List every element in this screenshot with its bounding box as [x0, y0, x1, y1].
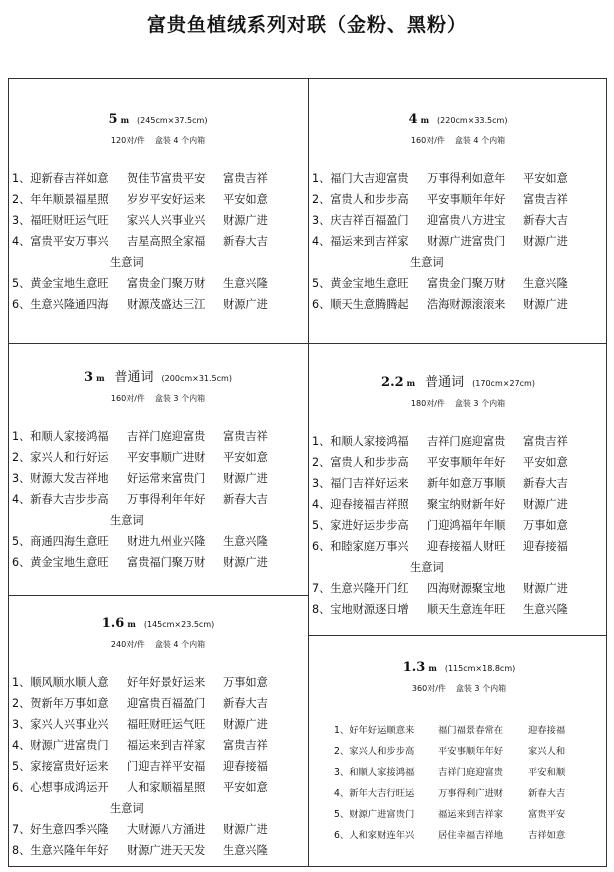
horizontal-scroll: 生意兴隆 — [523, 603, 568, 616]
box-packing: 盒装 4 个内箱 — [154, 640, 206, 649]
upper-line: 5、黄金宝地生意旺 — [12, 277, 109, 290]
upper-line: 8、宝地财源逐日增 — [312, 603, 409, 616]
couplet-line — [310, 210, 606, 231]
upper-line: 6、心想事成鸿运开 — [12, 781, 109, 794]
couplet-line — [10, 531, 306, 552]
horizontal-scroll: 财源广进 — [223, 472, 268, 485]
horizontal-scroll: 财源广进 — [523, 235, 568, 248]
section-label — [10, 798, 306, 819]
upper-line: 5、商通四海生意旺 — [12, 535, 109, 548]
horizontal-scroll: 平安如意 — [223, 193, 268, 206]
size-unit: m — [96, 373, 105, 383]
panel-2-2m — [310, 371, 606, 620]
horizontal-scroll: 财源广进 — [223, 823, 268, 836]
size-value: 4 — [408, 112, 418, 127]
lower-line: 财源茂盛达三江 — [127, 298, 206, 311]
horizontal-scroll: 富贵吉祥 — [223, 172, 268, 185]
pairs-per-case: 180对/件 — [410, 399, 445, 408]
couplet-line — [10, 552, 306, 573]
horizontal-scroll: 财源广进 — [223, 214, 268, 227]
panel-1-6m — [10, 612, 306, 861]
lower-line: 平安事顺年年好 — [438, 746, 504, 757]
couplet-line — [10, 777, 306, 798]
couplet-line — [10, 294, 306, 315]
upper-line: 5、家接富贵好运来 — [12, 760, 109, 773]
section-label-text: 生意词 — [110, 256, 144, 269]
horizontal-scroll: 家兴人和 — [528, 746, 566, 757]
upper-line: 4、新年大吉行旺运 — [334, 788, 415, 799]
horizontal-scroll: 迎春接福 — [523, 540, 568, 553]
horizontal-scroll: 平安如意 — [223, 451, 268, 464]
panel-3m — [10, 366, 306, 573]
couplet-line — [312, 804, 606, 825]
pairs-per-case: 160对/件 — [110, 394, 145, 403]
horizontal-scroll: 迎春接福 — [223, 760, 268, 773]
lower-line: 财源广进富贵门 — [427, 235, 506, 248]
upper-line: 6、生意兴隆通四海 — [12, 298, 109, 311]
panel-heading — [10, 366, 306, 385]
couplet-line — [10, 735, 306, 756]
dimensions: (245cm×37.5cm) — [137, 116, 208, 125]
horizontal-scroll: 平安如意 — [523, 456, 568, 469]
lower-line: 福门福景春常在 — [438, 725, 504, 736]
lower-line: 财进九州业兴隆 — [127, 535, 206, 548]
upper-line: 4、迎春接福吉祥照 — [312, 498, 409, 511]
upper-line: 3、和顺人家接鸿福 — [334, 767, 415, 778]
lower-line: 富贵金门聚万财 — [127, 277, 206, 290]
size-unit: m — [428, 663, 437, 673]
lower-line: 人和家顺福星照 — [127, 781, 206, 794]
pairs-per-case: 240对/件 — [110, 640, 145, 649]
upper-line: 8、生意兴隆年年好 — [12, 844, 109, 857]
couplet-line — [312, 720, 606, 741]
upper-line: 2、富贵人和步步高 — [312, 193, 409, 206]
lower-line: 平安事顺年年好 — [427, 193, 506, 206]
size-value: 1.6 — [101, 616, 125, 631]
upper-line: 4、福运来到吉祥家 — [312, 235, 409, 248]
upper-line: 6、黄金宝地生意旺 — [12, 556, 109, 569]
box-packing: 盒装 3 个内箱 — [454, 399, 506, 408]
couplet-line — [10, 168, 306, 189]
page-title: 富贵鱼植绒系列对联（金粉、黑粉） — [146, 14, 467, 36]
upper-line: 3、福旺财旺运气旺 — [12, 214, 109, 227]
lower-line: 财源广进天天发 — [127, 844, 206, 857]
lower-line: 家兴人兴事业兴 — [127, 214, 206, 227]
pairs-per-case: 360对/件 — [411, 684, 446, 693]
upper-line: 1、和顺人家接鸿福 — [312, 435, 409, 448]
panel-heading — [310, 108, 606, 127]
horizontal-scroll: 富贵吉祥 — [223, 430, 268, 443]
horizontal-scroll: 富贵吉祥 — [523, 435, 568, 448]
upper-line: 6、和睦家庭万事兴 — [312, 540, 409, 553]
couplet-list — [312, 720, 606, 846]
lower-line: 迎春接福人财旺 — [427, 540, 506, 553]
couplet-line — [310, 168, 606, 189]
horizontal-scroll: 财源广进 — [523, 582, 568, 595]
lower-line: 居住幸福吉祥地 — [438, 830, 504, 841]
couplet-list — [10, 168, 306, 315]
upper-line: 4、富贵平安万事兴 — [12, 235, 109, 248]
lower-line: 福运来到吉祥家 — [438, 809, 504, 820]
section-label-text: 生意词 — [410, 256, 444, 269]
upper-line: 1、福门大吉迎富贵 — [312, 172, 409, 185]
packing-info — [10, 639, 306, 650]
horizontal-scroll: 财源广进 — [223, 556, 268, 569]
dimensions: (145cm×23.5cm) — [143, 620, 215, 629]
section-label — [10, 252, 306, 273]
couplet-line — [10, 273, 306, 294]
size-unit: m — [420, 115, 430, 125]
size-value: 5 — [108, 112, 118, 127]
pairs-per-case: 160对/件 — [410, 136, 445, 145]
dimensions: (170cm×27cm) — [472, 379, 535, 388]
section-label-text: 生意词 — [110, 514, 144, 527]
upper-line: 2、年年顺景福星照 — [12, 193, 109, 206]
couplet-list — [310, 431, 606, 620]
lower-line: 万事得利年年好 — [127, 493, 206, 506]
horizontal-scroll: 财源广进 — [523, 498, 568, 511]
horizontal-scroll: 生意兴隆 — [223, 277, 268, 290]
couplet-line — [310, 473, 606, 494]
horizontal-scroll: 平安和顺 — [528, 767, 566, 778]
couplet-line — [310, 536, 606, 557]
lower-line: 万事得利如意年 — [427, 172, 506, 185]
horizontal-scroll: 新春大吉 — [223, 697, 268, 710]
lower-line: 顺天生意连年旺 — [427, 603, 506, 616]
row-divider — [8, 343, 607, 344]
upper-line: 5、家进好运步步高 — [312, 519, 409, 532]
couplet-line — [10, 714, 306, 735]
packing-info — [312, 683, 606, 694]
lower-line: 新年如意万事顺 — [427, 477, 506, 490]
pairs-per-case: 120对/件 — [110, 136, 145, 145]
horizontal-scroll: 财源广进 — [223, 298, 268, 311]
couplet-line — [310, 294, 606, 315]
lower-line: 富贵福门聚万财 — [127, 556, 206, 569]
lower-line: 吉祥门庭迎富贵 — [427, 435, 506, 448]
horizontal-scroll: 新春大吉 — [223, 235, 268, 248]
packing-info — [310, 398, 606, 409]
lower-line: 迎富贵百福盈门 — [127, 697, 206, 710]
panel-5m — [10, 108, 306, 315]
lower-line: 大财源八方涌进 — [127, 823, 206, 836]
lower-line: 岁岁平安好运来 — [127, 193, 206, 206]
upper-line: 3、家兴人兴事业兴 — [12, 718, 109, 731]
upper-line: 6、人和家财连年兴 — [334, 830, 415, 841]
upper-line: 1、好年好运顺意来 — [334, 725, 415, 736]
couplet-line — [10, 231, 306, 252]
section-label — [310, 557, 606, 578]
couplet-line — [310, 599, 606, 620]
couplet-line — [312, 762, 606, 783]
horizontal-scroll: 新春大吉 — [523, 214, 568, 227]
size-value: 3 — [84, 370, 94, 385]
upper-line: 5、黄金宝地生意旺 — [312, 277, 409, 290]
lower-line: 门迎吉祥平安福 — [127, 760, 206, 773]
upper-line: 2、家兴人和步步高 — [334, 746, 415, 757]
panel-heading — [310, 371, 606, 390]
section-label-text: 生意词 — [110, 802, 144, 815]
size-value: 2.2 — [381, 375, 404, 390]
couplet-line — [10, 489, 306, 510]
horizontal-scroll: 迎春接福 — [528, 725, 566, 736]
packing-info — [10, 135, 306, 146]
horizontal-scroll: 万事如意 — [223, 676, 268, 689]
lower-line: 好运常来富贵门 — [127, 472, 206, 485]
upper-line: 7、生意兴隆开门红 — [312, 582, 409, 595]
couplet-list — [10, 426, 306, 573]
couplet-line — [310, 578, 606, 599]
couplet-line — [312, 783, 606, 804]
horizontal-scroll: 平安如意 — [223, 781, 268, 794]
dimensions: (220cm×33.5cm) — [437, 116, 508, 125]
upper-line: 1、迎新春吉祥如意 — [12, 172, 109, 185]
horizontal-scroll: 万事如意 — [523, 519, 568, 532]
lower-line: 万事得利广进财 — [438, 788, 504, 799]
section-label-text: 生意词 — [410, 561, 444, 574]
packing-info — [310, 135, 606, 146]
couplet-line — [10, 693, 306, 714]
wording-type: 普通词 — [114, 370, 154, 385]
lower-line: 平安事顺年年好 — [427, 456, 506, 469]
upper-line: 2、家兴人和行好运 — [12, 451, 109, 464]
horizontal-scroll: 财源广进 — [223, 718, 268, 731]
upper-line: 3、庆吉祥百福盈门 — [312, 214, 409, 227]
couplet-line — [10, 468, 306, 489]
couplet-line — [10, 447, 306, 468]
lower-line: 平安事顺广进财 — [127, 451, 206, 464]
upper-line: 3、财源大发吉祥地 — [12, 472, 109, 485]
couplet-line — [310, 273, 606, 294]
couplet-line — [310, 494, 606, 515]
upper-line: 4、财源广进富贵门 — [12, 739, 109, 752]
couplet-line — [310, 515, 606, 536]
packing-info — [10, 393, 306, 404]
section-label — [310, 252, 606, 273]
upper-line: 7、好生意四季兴隆 — [12, 823, 109, 836]
horizontal-scroll: 富贵平安 — [528, 809, 566, 820]
couplet-line — [10, 210, 306, 231]
couplet-line — [10, 756, 306, 777]
upper-line: 5、财源广进富贵门 — [334, 809, 415, 820]
panel-heading — [10, 108, 306, 127]
dimensions: (115cm×18.8cm) — [444, 664, 516, 673]
size-value: 1.3 — [402, 660, 426, 675]
upper-line: 4、新春大吉步步高 — [12, 493, 109, 506]
size-unit: m — [120, 115, 130, 125]
wording-type: 普通词 — [425, 375, 465, 390]
lower-line: 贺佳节富贵平安 — [127, 172, 206, 185]
couplet-line — [10, 840, 306, 861]
horizontal-scroll: 平安如意 — [523, 172, 568, 185]
horizontal-scroll: 生意兴隆 — [523, 277, 568, 290]
lower-line: 富贵金门聚万财 — [427, 277, 506, 290]
couplet-line — [310, 231, 606, 252]
couplet-line — [10, 189, 306, 210]
couplet-list — [10, 672, 306, 861]
lower-line: 迎富贵八方进宝 — [427, 214, 506, 227]
size-unit: m — [127, 619, 136, 629]
lower-line: 四海财源聚宝地 — [427, 582, 506, 595]
couplet-line — [10, 819, 306, 840]
horizontal-scroll: 吉祥如意 — [528, 830, 566, 841]
horizontal-scroll: 新春大吉 — [528, 788, 566, 799]
couplet-list — [310, 168, 606, 315]
lower-line: 吉祥门庭迎富贵 — [127, 430, 206, 443]
lower-line: 吉星高照全家福 — [127, 235, 206, 248]
horizontal-scroll: 生意兴隆 — [223, 535, 268, 548]
box-packing: 盒装 4 个内箱 — [154, 136, 206, 145]
upper-line: 6、顺天生意腾腾起 — [312, 298, 409, 311]
couplet-line — [310, 452, 606, 473]
horizontal-scroll: 新春大吉 — [523, 477, 568, 490]
couplet-line — [312, 825, 606, 846]
horizontal-scroll: 新春大吉 — [223, 493, 268, 506]
couplet-line — [10, 426, 306, 447]
upper-line: 1、和顺人家接鸿福 — [12, 430, 109, 443]
lower-line: 福旺财旺运气旺 — [127, 718, 206, 731]
horizontal-scroll: 财源广进 — [523, 298, 568, 311]
lower-line: 聚宝纳财新年好 — [427, 498, 506, 511]
lower-line: 门迎鸿福年年顺 — [427, 519, 506, 532]
couplet-line — [310, 431, 606, 452]
panel-heading — [10, 612, 306, 631]
upper-line: 3、福门吉祥好运来 — [312, 477, 409, 490]
horizontal-scroll: 生意兴隆 — [223, 844, 268, 857]
box-packing: 盒装 4 个内箱 — [454, 136, 506, 145]
couplet-line — [312, 741, 606, 762]
upper-line: 2、富贵人和步步高 — [312, 456, 409, 469]
column-divider — [308, 78, 309, 867]
section-label — [10, 510, 306, 531]
lower-line: 浩海财源滚滚来 — [427, 298, 506, 311]
dimensions: (200cm×31.5cm) — [161, 374, 232, 383]
lower-line: 好年好景好运来 — [127, 676, 206, 689]
lower-line: 福运来到吉祥家 — [127, 739, 206, 752]
panel-1-3m — [312, 656, 606, 846]
couplet-line — [310, 189, 606, 210]
horizontal-scroll: 富贵吉祥 — [523, 193, 568, 206]
box-packing: 盒装 3 个内箱 — [154, 394, 206, 403]
upper-line: 2、贺新年万事如意 — [12, 697, 109, 710]
upper-line: 1、顺风顺水顺人意 — [12, 676, 109, 689]
box-packing: 盒装 3 个内箱 — [455, 684, 507, 693]
size-unit: m — [406, 378, 416, 388]
lower-line: 吉祥门庭迎富贵 — [438, 767, 504, 778]
couplet-line — [10, 672, 306, 693]
panel-heading — [312, 656, 606, 675]
horizontal-scroll: 富贵吉祥 — [223, 739, 268, 752]
panel-4m — [310, 108, 606, 315]
row-divider — [8, 595, 308, 596]
row-divider — [308, 635, 607, 636]
